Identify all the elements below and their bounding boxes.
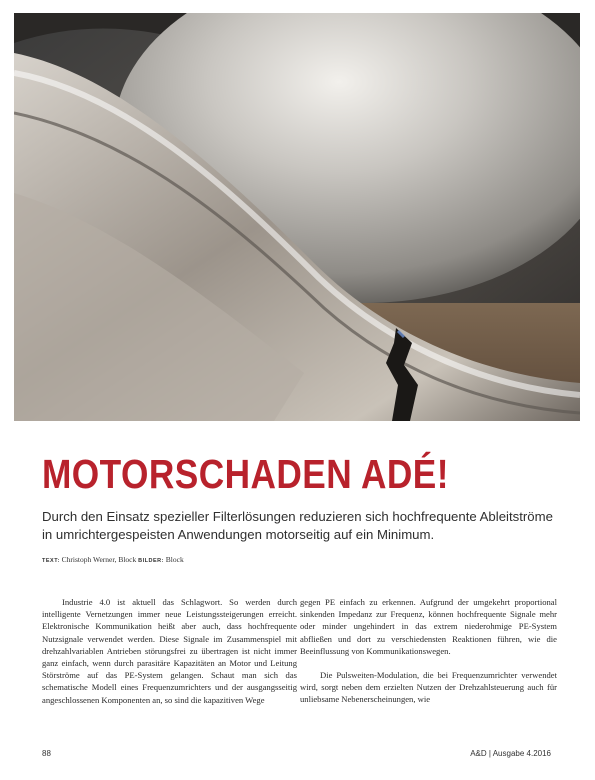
body-column-1 <box>42 596 297 706</box>
page-number: 88 <box>42 749 51 758</box>
article-headline: MOTORSCHADEN ADÉ! <box>42 451 449 497</box>
body-paragraph: Die Pulsweiten-Modulation, die bei Frequenzumrichter verwendet wird, sorgt neben dem erzielten Nutzen der Drehzahlsteuerung auch für unliebsame Nebenerscheinungen, wie <box>300 670 557 705</box>
issue-info: A&D | Ausgabe 4.2016 <box>470 749 551 758</box>
image-credit-label: BILDER: <box>138 558 164 564</box>
bearing-damage-photo <box>14 13 580 421</box>
body-column-2 <box>300 596 557 706</box>
body-paragraph: gegen PE einfach zu erkennen. Aufgrund der umgekehrt proportional sinkenden Impedanz zur Frequenz, können hochfrequente Signale mehr oder minder ungehindert in das extrem niederohmige PE-System abfließen und dort zu verschiedensten Reaktionen führen, wie die Beeinflussung von Kommunikationswegen. <box>300 597 557 656</box>
article-credits <box>42 555 184 564</box>
article-lead: Durch den Einsatz spezieller Filterlösungen reduzieren sich hochfrequente Ableitströme in umrichtergespeisten Anwendungen motorseitig auf ein Minimum. <box>42 509 553 542</box>
text-credit-label: TEXT: <box>42 558 60 564</box>
image-credit-value: Block <box>165 555 184 564</box>
body-paragraph: Industrie 4.0 ist aktuell das Schlagwort. So werden durch intelligente Vernetzungen immer neue Leistungssteigerungen erreicht. Elektronische Kommunikation heißt aber auch, dass hochfrequente Nutzsignale verwendet werden. Diese Signale im Zusammenspiel mit drehzahlvariablen Antrieben störungsfrei zu übertragen ist nicht immer ganz einfach, wenn durch parasitäre Kapazitäten an Motor und Leitung Störströme auf das PE-System gelangen. Schaut man sich das schematische Modell eines Frequenzumrichters und der ausgangsseitig angeschlossenen Komponenten an, so sind die kapazitiven Wege <box>42 597 297 705</box>
text-credit-value: Christoph Werner, Block <box>61 555 137 564</box>
bearing-photo-graphic <box>14 13 580 421</box>
